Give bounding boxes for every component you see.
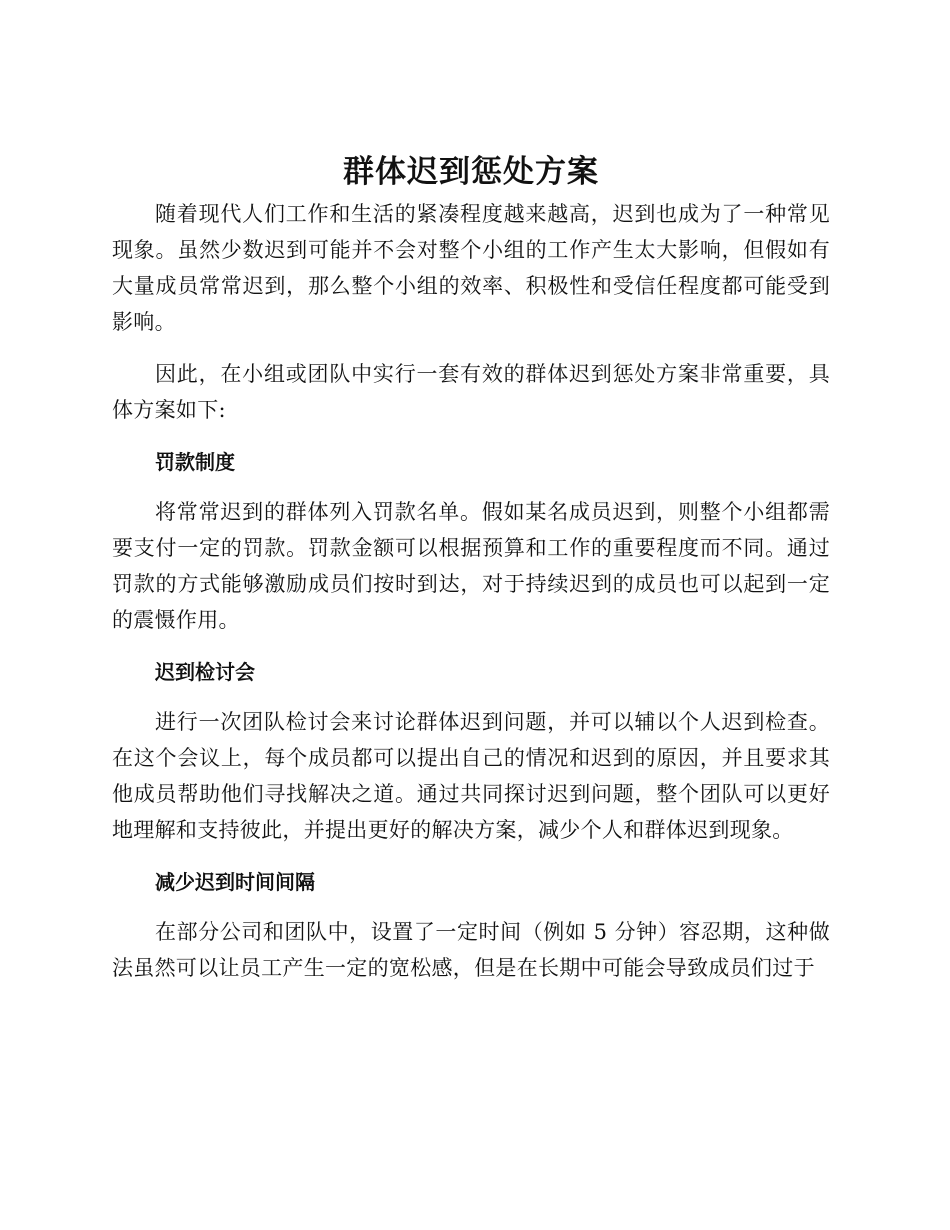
paragraph-spacer: [112, 848, 830, 864]
section-heading-reduce-interval: 减少迟到时间间隔: [155, 870, 315, 894]
document-title: 群体迟到惩处方案: [343, 154, 599, 190]
document-page: [112, 148, 830, 986]
section-body-review-meeting: 进行一次团队检讨会来讨论群体迟到问题，并可以辅以个人迟到检查。在这个会议上，每个成员都可以提出自己的情况和迟到的原因，并且要求其他成员帮助他们寻找解决之道。通过共同探讨迟到问题，整个团队可以更好地理解和支持彼此，并提出更好的解决方案，减少个人和群体迟到现象。: [112, 710, 830, 842]
intro-paragraph-1: 随着现代人们工作和生活的紧凑程度越来越高，迟到也成为了一种常见现象。虽然少数迟到可能并不会对整个小组的工作产生太大影响，但假如有大量成员常常迟到，那么整个小组的效率、积极性和受信任程度都可能受到影响。: [112, 202, 830, 334]
paragraph-spacer: [112, 480, 830, 494]
paragraph-spacer: [112, 900, 830, 914]
paragraph-spacer: [112, 638, 830, 654]
section-heading-review-meeting: 迟到检讨会: [155, 660, 255, 684]
paragraph-spacer: [112, 690, 830, 704]
section-body-fine: 将常常迟到的群体列入罚款名单。假如某名成员迟到，则整个小组都需要支付一定的罚款。罚款金额可以根据预算和工作的重要程度而不同。通过罚款的方式能够激励成员们按时到达，对于持续迟到的成员也可以起到一定的震慑作用。: [112, 500, 830, 632]
paragraph-spacer: [112, 428, 830, 444]
section-body-reduce-interval: 在部分公司和团队中，设置了一定时间（例如 5 分钟）容忍期，这种做法虽然可以让员工产生一定的宽松感，但是在长期中可能会导致成员们过于: [112, 920, 830, 980]
intro-paragraph-2: 因此，在小组或团队中实行一套有效的群体迟到惩处方案非常重要，具体方案如下:: [112, 362, 830, 422]
section-heading-fine: 罚款制度: [155, 450, 235, 474]
paragraph-spacer: [112, 340, 830, 356]
